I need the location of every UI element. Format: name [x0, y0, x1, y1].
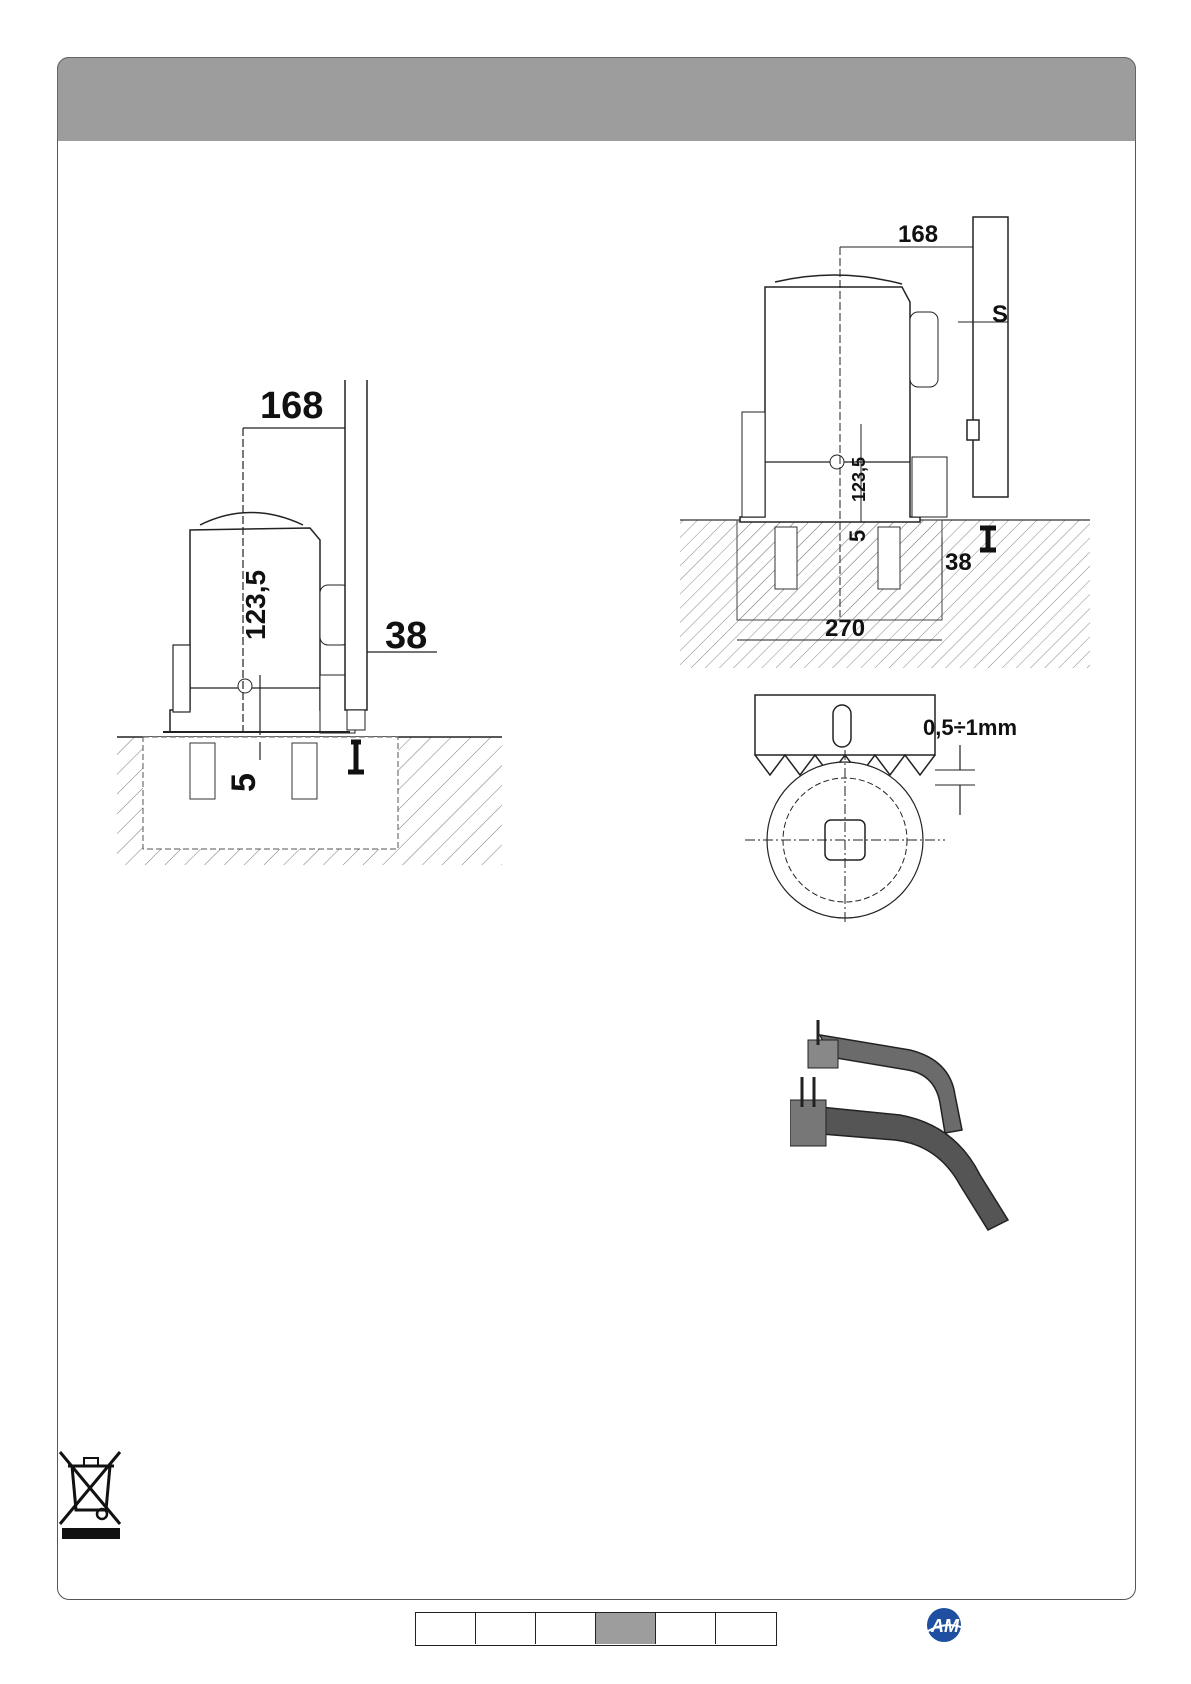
- brand-logo: [918, 1605, 970, 1645]
- rack-pinion-diagram: [745, 690, 1045, 935]
- dim-label-38: 38: [945, 549, 972, 576]
- dim-label-38: 38: [385, 615, 428, 657]
- dim-label-5: 5: [225, 773, 263, 792]
- release-handle-image: [790, 1015, 1035, 1250]
- dim-label-5: 5: [845, 529, 870, 542]
- dim-label-168: 168: [260, 385, 324, 427]
- logo-text: AM: [931, 1616, 959, 1636]
- header-bar: [57, 57, 1136, 141]
- page-cell: [476, 1613, 536, 1644]
- dim-label-270: 270: [825, 615, 866, 642]
- page-indicator: [415, 1612, 777, 1646]
- page-cell: [416, 1613, 476, 1644]
- installation-diagram-section: [680, 212, 1110, 682]
- dim-label-123-5: 123,5: [849, 456, 869, 502]
- page-cell: [716, 1613, 776, 1644]
- page-cell-active: [596, 1613, 656, 1644]
- dim-label-s: S: [992, 301, 1009, 328]
- dim-label-123-5: 123,5: [240, 569, 271, 640]
- dim-label-168: 168: [898, 221, 939, 248]
- dim-label-gap: 0,5÷1mm: [923, 715, 1018, 740]
- page-cell: [536, 1613, 596, 1644]
- weee-disposal-icon: [58, 1448, 124, 1540]
- installation-diagram-front: [115, 380, 505, 870]
- page-cell: [656, 1613, 716, 1644]
